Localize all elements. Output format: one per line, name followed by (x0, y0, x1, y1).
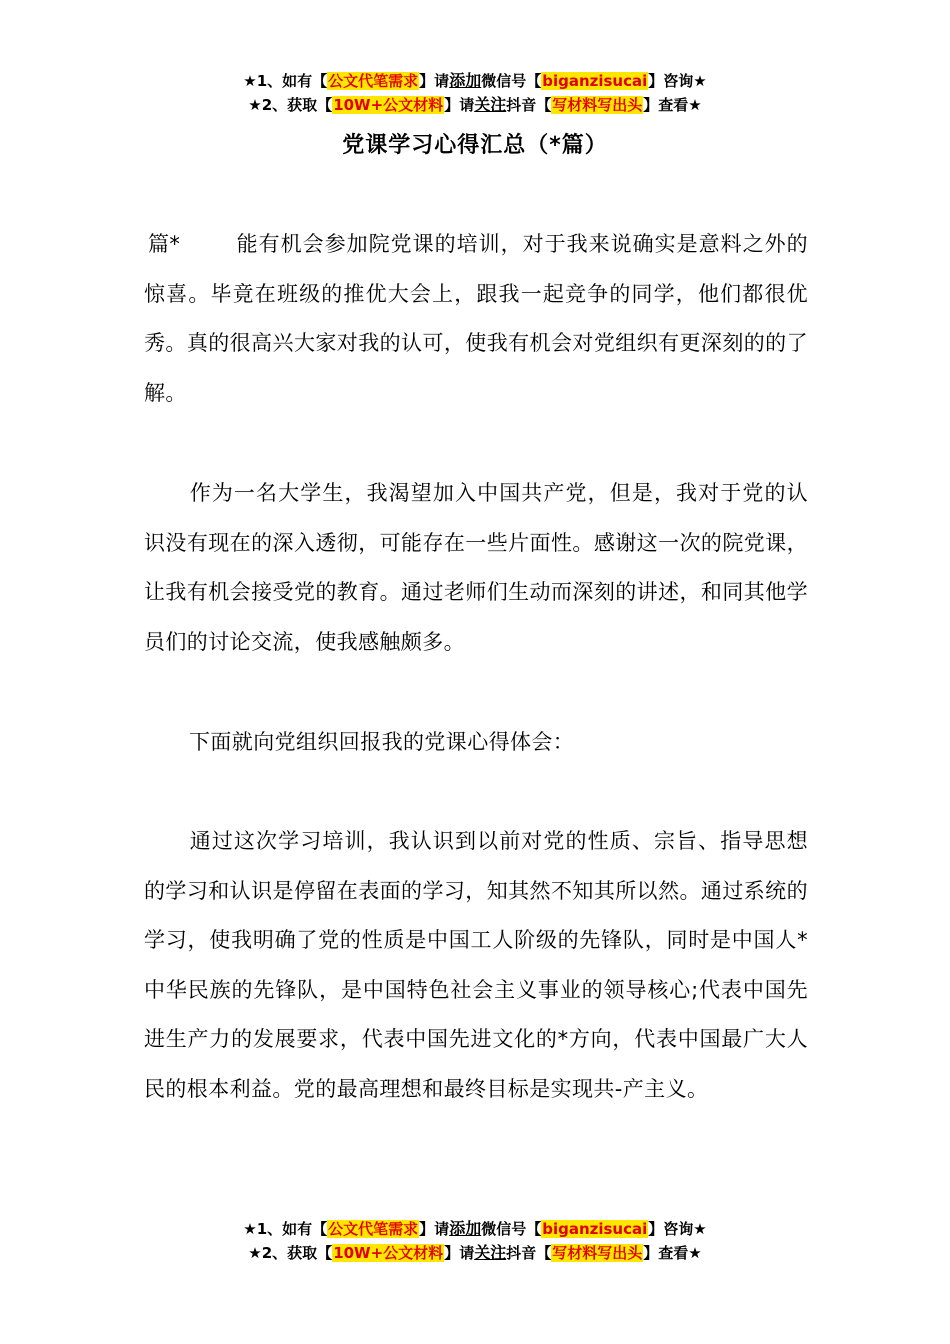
promo-text: ★1、如有【 (243, 72, 328, 90)
promo-text: 】请 (444, 96, 475, 114)
highlight-wechat-id: biganzisucai (542, 1220, 648, 1238)
promo-line-2 (0, 93, 950, 117)
highlight-materials: 10W+公文材料 (333, 96, 444, 114)
promo-text: 】咨询★ (648, 72, 707, 90)
paragraph-4 (144, 817, 808, 1114)
underlined-add: 添加 (449, 71, 482, 90)
promo-text: 】咨询★ (648, 1220, 707, 1238)
promo-text: 】查看★ (643, 1244, 702, 1262)
promo-line-2 (0, 1241, 950, 1265)
document-title: 党课学习心得汇总（*篇） (342, 133, 608, 158)
promo-text: 微信号【 (481, 1220, 542, 1238)
promo-text: 】请 (419, 72, 450, 90)
highlight-service: 公文代笔需求 (328, 1220, 419, 1238)
highlight-douyin-account: 写材料写出头 (552, 96, 643, 114)
highlight-materials: 10W+公文材料 (333, 1244, 444, 1262)
promo-text: 抖音【 (506, 1244, 552, 1262)
highlight-wechat-id: biganzisucai (542, 72, 648, 90)
paragraph-1 (144, 220, 808, 418)
underlined-follow: 关注 (474, 1243, 507, 1262)
promo-text: 】查看★ (643, 96, 702, 114)
section-label: 篇* (148, 232, 181, 256)
promo-line-1 (0, 1217, 950, 1241)
paragraph-text: 通过这次学习培训，我认识到以前对党的性质、宗旨、指导思想的学习和认识是停留在表面的学习，知其然不知其所以然。通过系统的学习，使我明确了党的性质是中国工人阶级的先锋队，同时是中国人*中华民族的先锋队，是中国特色社会主义事业的领导核心;代表中国先进生产力的发展要求，代表中国先进文化的*方向，代表中国最广大人民的根本利益。党的最高理想和最终目标是实现共-产主义。 (144, 829, 808, 1101)
underlined-follow: 关注 (474, 95, 507, 114)
paragraph-3 (144, 718, 808, 768)
promo-text: 抖音【 (506, 96, 552, 114)
promo-text: 】请 (444, 1244, 475, 1262)
paragraph-text: 下面就向党组织回报我的党课心得体会： (189, 730, 575, 754)
paragraph-text: 作为一名大学生，我渴望加入中国共产党，但是，我对于党的认识没有现在的深入透彻，可能存在一些片面性。感谢这一次的院党课，让我有机会接受党的教育。通过老师们生动而深刻的讲述，和同其他学员们的讨论交流，使我感触颇多。 (144, 481, 808, 654)
promo-text: 】请 (419, 1220, 450, 1238)
highlight-douyin-account: 写材料写出头 (552, 1244, 643, 1262)
promo-header (0, 69, 950, 117)
paragraph-2 (144, 469, 808, 667)
promo-text: ★1、如有【 (243, 1220, 328, 1238)
promo-line-1 (0, 69, 950, 93)
highlight-service: 公文代笔需求 (328, 72, 419, 90)
underlined-add: 添加 (449, 1219, 482, 1238)
promo-text: ★2、获取【 (248, 1244, 333, 1262)
promo-footer (0, 1217, 950, 1265)
paragraph-text: 能有机会参加院党课的培训，对于我来说确实是意料之外的惊喜。毕竟在班级的推优大会上，跟我一起竞争的同学，他们都很优秀。真的很高兴大家对我的认可，使我有机会对党组织有更深刻的的了解。 (144, 232, 808, 405)
promo-text: 微信号【 (481, 72, 542, 90)
promo-text: ★2、获取【 (248, 96, 333, 114)
